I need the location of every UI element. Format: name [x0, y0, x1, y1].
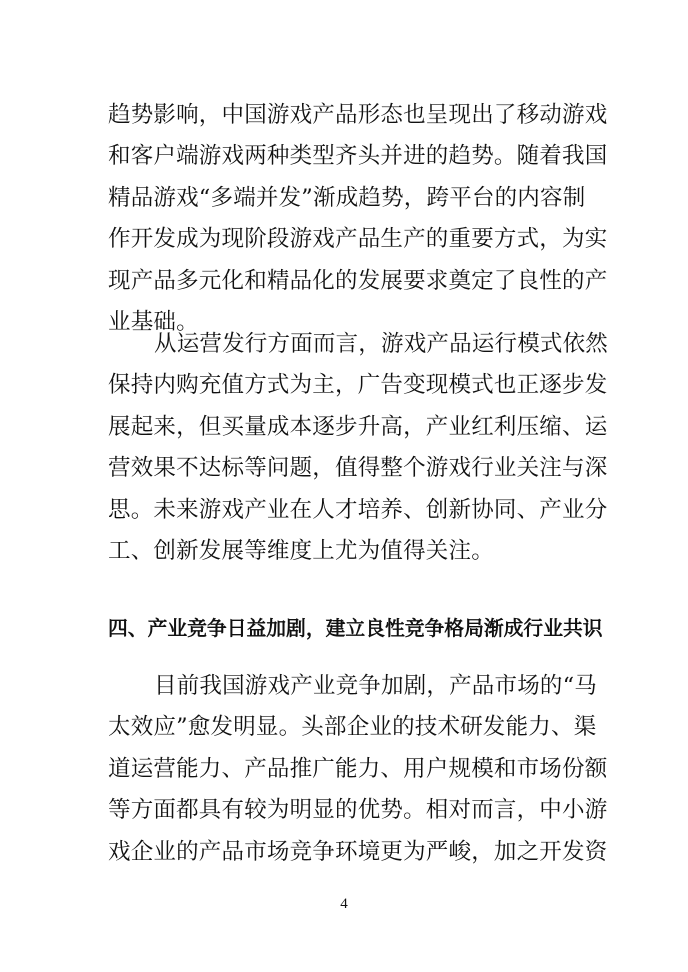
text-line: 目前我国游戏产业竞争加剧，产品市场的“马 [154, 673, 598, 699]
text-line: 太效应”愈发明显。头部企业的技术研发能力、渠 [108, 714, 597, 741]
text-line: 精品游戏“多端并发”渐成趋势，跨平台的内容制 [108, 184, 586, 211]
text-line: 思。未来游戏产业在人才培养、创新协同、产业分 [108, 496, 608, 523]
text-line: 展起来，但买量成本逐步升高，产业红利压缩、运 [108, 413, 608, 440]
text-line: 从运营发行方面而言，游戏产品运行模式依然 [154, 331, 609, 357]
text-line: 营效果不达标等问题，值得整个游戏行业关注与深 [108, 455, 608, 482]
text-line: 业基础。 [108, 308, 199, 335]
text-line: 道运营能力、产品推广能力、用户规模和市场份额 [108, 755, 608, 782]
page-number: 4 [340, 896, 348, 912]
text-line: 保持内购充值方式为主，广告变现模式也正逐步发 [108, 372, 608, 399]
text-line: 戏企业的产品市场竞争环境更为严峻，加之开发资 [108, 838, 608, 865]
text-line: 等方面都具有较为明显的优势。相对而言，中小游 [108, 797, 608, 824]
paragraph-game-product-forms [108, 95, 608, 343]
text-line: 和客户端游戏两种类型齐头并进的趋势。随着我国 [108, 143, 608, 170]
text-line: 作开发成为现阶段游戏产品生产的重要方式，为实 [108, 226, 608, 253]
section-heading: 四、产业竞争日益加剧，建立良性竞争格局渐成行业共识 [108, 617, 603, 640]
text-line: 现产品多元化和精品化的发展要求奠定了良性的产 [108, 267, 608, 294]
text-line: 工、创新发展等维度上尤为值得关注。 [108, 537, 494, 564]
text-line: 趋势影响，中国游戏产品形态也呈现出了移动游戏 [108, 102, 608, 128]
paragraph-industry-competition [108, 666, 608, 873]
paragraph-operation-publishing [108, 324, 609, 572]
